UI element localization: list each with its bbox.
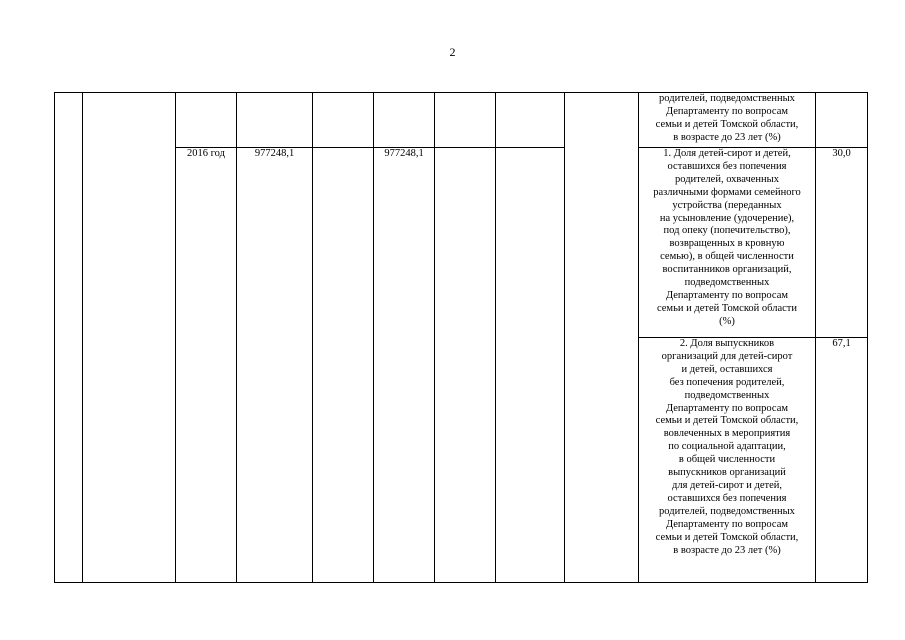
executor-cell — [565, 93, 639, 583]
federal-budget-cell — [313, 148, 374, 583]
regional-budget-cell — [374, 93, 435, 148]
program-table — [54, 92, 868, 583]
table-row — [55, 93, 868, 148]
page-number: 2 — [449, 45, 456, 59]
indicator-value-cell — [816, 93, 868, 148]
indicator-cell: 2. Доля выпускников организаций для детей-сирот и детей, оставшихся без попечения родителей, подведомственных Департаменту по вопросам семьи и детей Томской области, вовлеченных в мероприятия по социальной адаптации, в общей численности выпускников организаций для детей-сирот и детей, оставшихся без попечения родителей, подведомственных Департаменту по вопросам семьи и детей Томской области, в возрасте до 23 лет (%) — [639, 338, 816, 583]
federal-budget-cell — [313, 93, 374, 148]
local-budget-cell — [435, 93, 496, 148]
indicator-cell: родителей, подведомственных Департаменту по вопросам семьи и детей Томской области, в возрасте до 23 лет (%) — [639, 93, 816, 148]
indicator-cell: 1. Доля детей-сирот и детей, оставшихся без попечения родителей, охваченных различными формами семейного устройства (переданных на усыновление (удочерение), под опеку (попечительство), возвращенных в кровную семью), в общей численности воспитанников организаций, подведомственных Департаменту по вопросам семьи и детей Томской области (%) — [639, 148, 816, 338]
indicator-value-cell: 30,0 — [816, 148, 868, 338]
task-name-cell — [83, 93, 176, 583]
indicator-value-cell: 67,1 — [816, 338, 868, 583]
total-cell: 977248,1 — [237, 148, 313, 583]
year-cell — [176, 93, 237, 148]
local-budget-cell — [435, 148, 496, 583]
other-sources-cell — [496, 93, 565, 148]
other-sources-cell — [496, 148, 565, 583]
regional-budget-cell: 977248,1 — [374, 148, 435, 583]
table-row — [55, 148, 868, 338]
year-cell: 2016 год — [176, 148, 237, 583]
row-number-cell — [55, 93, 83, 583]
total-cell — [237, 93, 313, 148]
